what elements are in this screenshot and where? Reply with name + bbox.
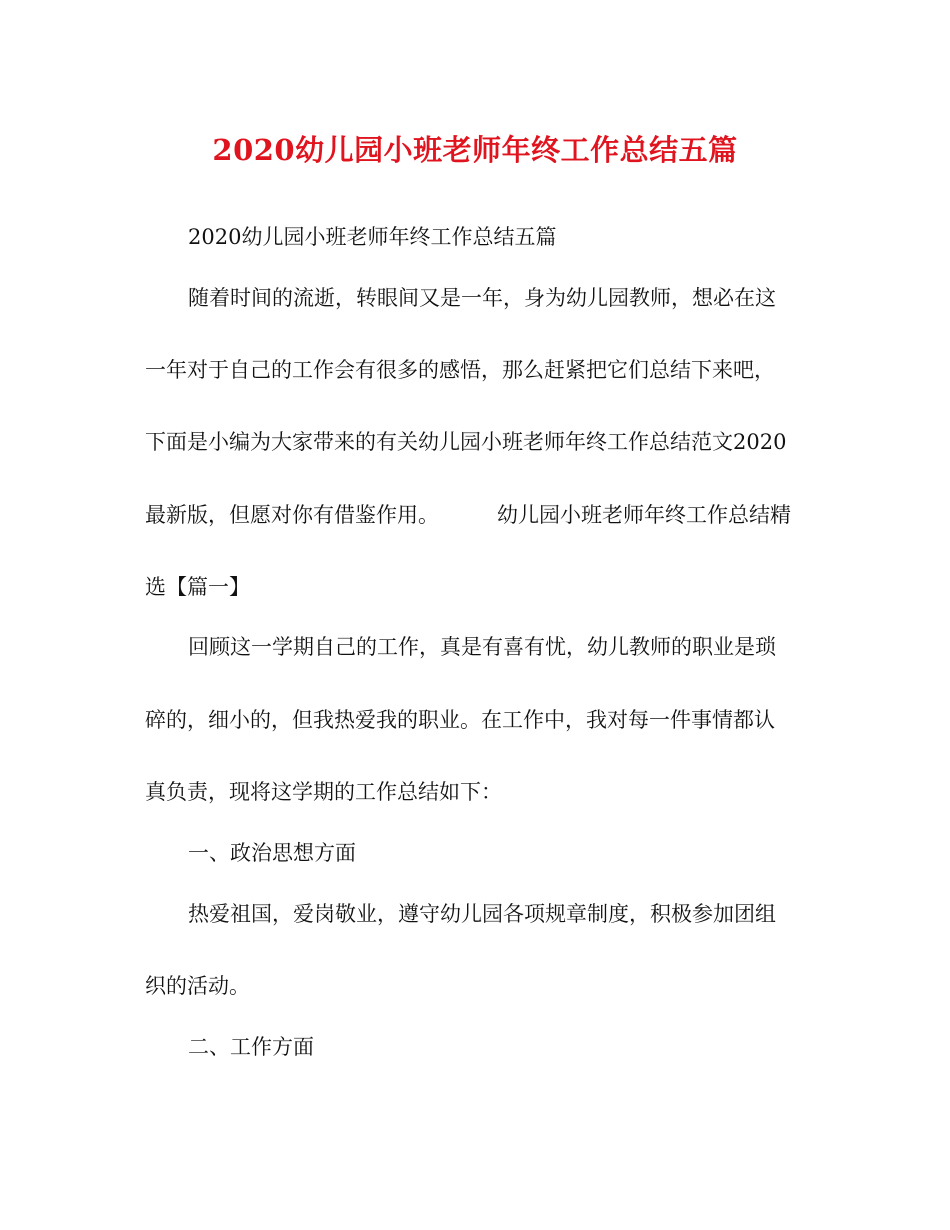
section-heading-part2: 选【篇一】 xyxy=(145,575,250,599)
intro-line-3: 下面是小编为大家带来的有关幼儿园小班老师年终工作总结范文2020 xyxy=(145,430,787,454)
section1-heading: 一、政治思想方面 xyxy=(188,841,356,865)
intro-line-4-wrapper xyxy=(145,500,791,530)
intro-line-1: 随着时间的流逝，转眼间又是一年，身为幼儿园教师，想必在这 xyxy=(188,286,776,310)
section-heading-part1: 幼儿园小班老师年终工作总结精 xyxy=(497,503,791,527)
section1-line-2: 织的活动。 xyxy=(145,974,250,998)
section2-heading: 二、工作方面 xyxy=(188,1035,314,1059)
para1-line-2: 碎的，细小的，但我热爱我的职业。在工作中，我对每一件事情都认 xyxy=(145,708,775,732)
document-subtitle: 2020幼儿园小班老师年终工作总结五篇 xyxy=(188,225,557,249)
document-title: 2020幼儿园小班老师年终工作总结五篇 xyxy=(212,133,738,167)
para1-line-3: 真负责，现将这学期的工作总结如下： xyxy=(145,780,502,804)
section1-line-1: 热爱祖国，爱岗敬业，遵守幼儿园各项规章制度，积极参加团组 xyxy=(188,902,776,926)
intro-line-4: 最新版，但愿对你有借鉴作用。 xyxy=(145,503,439,527)
intro-line-2: 一年对于自己的工作会有很多的感悟，那么赶紧把它们总结下来吧， xyxy=(145,358,775,382)
para1-line-1: 回顾这一学期自己的工作，真是有喜有忧，幼儿教师的职业是琐 xyxy=(188,635,776,659)
